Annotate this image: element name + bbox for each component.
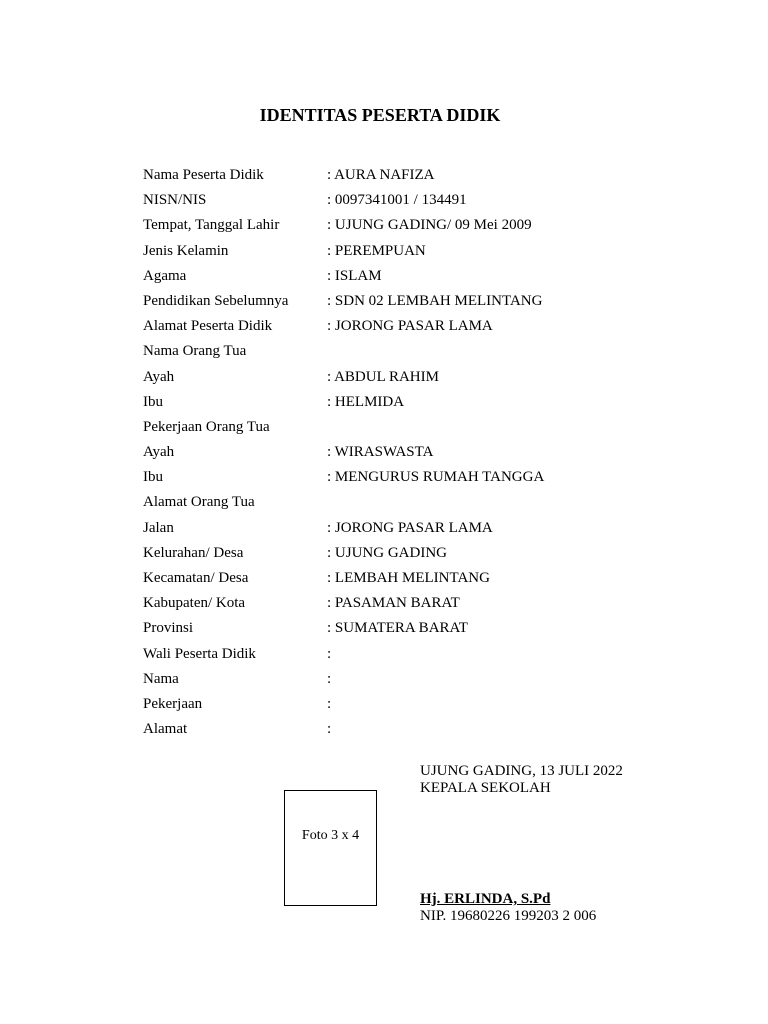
photo-placeholder-box [284, 790, 377, 906]
field-row-nisn-nis [143, 188, 703, 213]
field-row-pendidikan-sebelumnya [143, 289, 703, 314]
field-label: Wali Peserta Didik [143, 645, 256, 662]
field-row-jenis-kelamin [143, 239, 703, 264]
field-label: Pendidikan Sebelumnya [143, 292, 289, 309]
field-row-ibu-pekerjaan [143, 465, 703, 490]
field-value: : MENGURUS RUMAH TANGGA [327, 469, 545, 486]
field-value: : JORONG PASAR LAMA [327, 318, 493, 335]
field-value: : WIRASWASTA [327, 444, 434, 461]
field-value: : [327, 645, 332, 662]
field-label: Ayah [143, 444, 175, 461]
field-row-kelurahan-desa [143, 541, 703, 566]
field-value: : [327, 721, 332, 738]
field-row-ibu-nama [143, 390, 703, 415]
field-value: : SDN 02 LEMBAH MELINTANG [327, 292, 543, 309]
field-row-pekerjaan-orang-tua [143, 415, 703, 440]
field-row-provinsi [143, 616, 703, 641]
field-row-agama [143, 264, 703, 289]
field-value: : ISLAM [327, 267, 382, 284]
field-row-wali-alamat [143, 717, 703, 742]
signature-position: KEPALA SEKOLAH [420, 780, 551, 796]
field-label: Jalan [143, 519, 174, 536]
field-value: : LEMBAH MELINTANG [327, 570, 490, 586]
field-value: : PASAMAN BARAT [327, 595, 460, 612]
field-row-wali-pekerjaan [143, 692, 703, 717]
field-label: Kecamatan/ Desa [143, 570, 249, 586]
field-row-tempat-tanggal-lahir [143, 213, 703, 238]
field-value: : AURA NAFIZA [327, 167, 435, 183]
field-label: Nama Peserta Didik [143, 167, 264, 183]
field-value: : [327, 695, 332, 712]
field-value: : [327, 670, 332, 687]
signature-name: Hj. ERLINDA, S.Pd [420, 891, 551, 907]
field-row-ayah-nama [143, 365, 703, 390]
field-label: Ibu [143, 393, 163, 410]
field-value: : ABDUL RAHIM [327, 368, 439, 385]
field-value: : UJUNG GADING/ 09 Mei 2009 [327, 217, 532, 234]
field-row-kecamatan-desa [143, 566, 703, 591]
field-label: Provinsi [143, 620, 194, 637]
field-row-alamat-orang-tua [143, 490, 703, 515]
field-label: Tempat, Tanggal Lahir [143, 217, 280, 234]
field-label: Jenis Kelamin [143, 242, 229, 259]
signature-nip: NIP. 19680226 199203 2 006 [420, 908, 597, 924]
field-label: Kelurahan/ Desa [143, 544, 244, 561]
signature-place-date: UJUNG GADING, 13 JULI 2022 [420, 763, 623, 779]
field-label: Alamat Peserta Didik [143, 318, 273, 335]
identity-field-list [143, 163, 703, 742]
field-value: : PEREMPUAN [327, 242, 426, 259]
document-title: IDENTITAS PESERTA DIDIK [259, 105, 501, 125]
field-label: Nama Orang Tua [143, 343, 247, 360]
field-label: Pekerjaan [143, 695, 203, 712]
field-value: : UJUNG GADING [327, 544, 447, 561]
field-row-ayah-pekerjaan [143, 440, 703, 465]
field-value: : 0097341001 / 134491 [327, 192, 467, 209]
field-label: Agama [143, 267, 187, 284]
field-row-jalan [143, 516, 703, 541]
field-label: NISN/NIS [143, 192, 207, 209]
field-row-wali-peserta-didik [143, 642, 703, 667]
field-label: Nama [143, 670, 179, 687]
field-value: : HELMIDA [327, 393, 405, 410]
field-label: Alamat [143, 721, 188, 738]
field-value: : SUMATERA BARAT [327, 620, 468, 637]
field-row-nama-orang-tua [143, 339, 703, 364]
field-label: Ayah [143, 368, 175, 385]
field-row-nama-peserta-didik [143, 163, 703, 188]
field-label: Pekerjaan Orang Tua [143, 418, 270, 435]
signature-block [420, 763, 623, 925]
field-row-alamat-peserta-didik [143, 314, 703, 339]
field-label: Ibu [143, 469, 163, 486]
field-row-kabupaten-kota [143, 591, 703, 616]
field-value: : JORONG PASAR LAMA [327, 519, 493, 536]
field-row-wali-nama [143, 667, 703, 692]
field-label: Alamat Orang Tua [143, 494, 255, 511]
field-label: Kabupaten/ Kota [143, 595, 246, 612]
photo-placeholder-label: Foto 3 x 4 [301, 828, 360, 843]
